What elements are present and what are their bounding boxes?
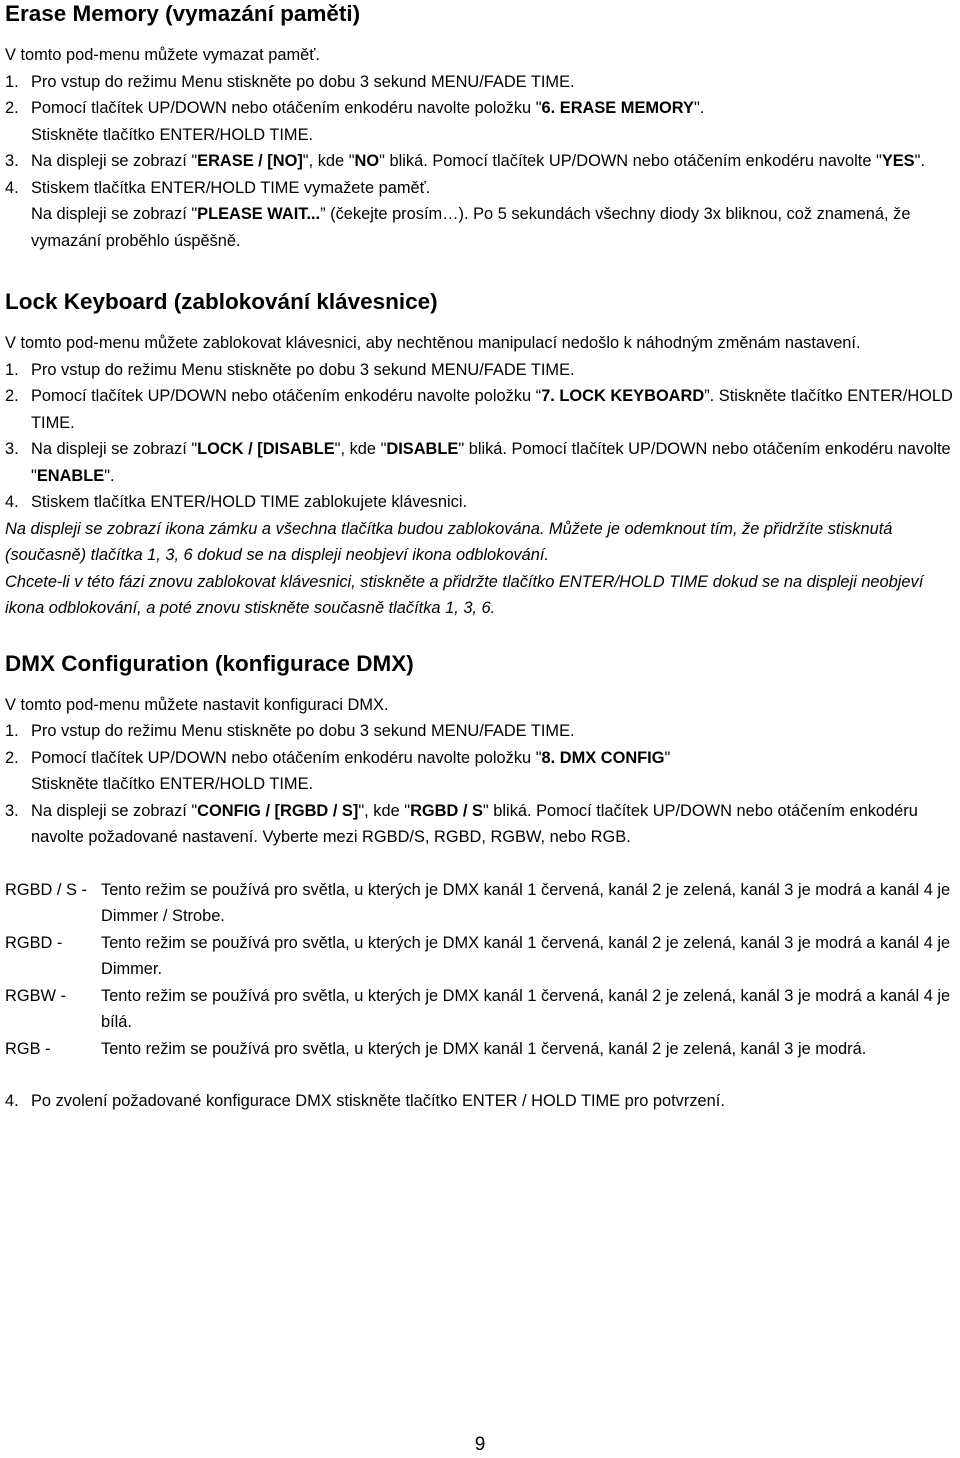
display-text: LOCK / [DISABLE [197, 440, 335, 458]
dmx-heading: DMX Configuration (konfigurace DMX) [5, 650, 414, 676]
mode-key: RGBD - [5, 933, 63, 952]
step-number: 2. [5, 99, 19, 117]
step-text: " bliká. Pomocí tlačítek UP/DOWN nebo otáčením enkodéru navolte " [379, 152, 882, 170]
document-page [5, 0, 957, 1115]
display-text: NO [354, 152, 380, 170]
mode-description: Tento režim se používá pro světla, u kterých je DMX kanál 1 červená, kanál 2 je zelená, kanál 3 je modrá. [101, 1039, 867, 1058]
dmx-step-2-cont: Stiskněte tlačítko ENTER/HOLD TIME. [31, 775, 314, 793]
step-text: Pomocí tlačítek UP/DOWN nebo otáčením enkodéru navolte položku “ [31, 387, 542, 405]
display-text: YES [881, 152, 915, 170]
dmx-step-2 [5, 745, 957, 772]
step-text: " [664, 748, 671, 767]
step-text: Na displeji se zobrazí " [31, 440, 198, 458]
step-text: ". [104, 466, 115, 485]
lock-step-3 [5, 436, 957, 489]
page-number: 9 [474, 1434, 486, 1455]
step-text: " bliká. Pomocí tlačítek UP/DOWN nebo otáčením enkodéru navolte požadované nastavení. Vyberte mezi RGBD/S, RGBD, RGBW, nebo RGB. [31, 801, 918, 846]
dmx-step-3 [5, 798, 957, 851]
dmx-intro: V tomto pod-menu můžete nastavit konfiguraci DMX. [5, 695, 389, 714]
mode-description: Tento režim se používá pro světla, u kterých je DMX kanál 1 červená, kanál 2 je zelená, kanál 3 je modrá a kanál 4 je Dimmer / Strobe. [101, 880, 951, 925]
mode-description: Tento režim se používá pro světla, u kterých je DMX kanál 1 červená, kanál 2 je zelená, kanál 3 je modrá a kanál 4 je Dimmer. [101, 933, 951, 978]
erase-step-3 [5, 148, 957, 175]
dmx-mode-rgb [5, 1036, 957, 1063]
step-number: 1. [5, 72, 19, 91]
erase-step-4-cont [5, 201, 957, 254]
step-number: 1. [5, 722, 19, 740]
dmx-modes-list [5, 877, 957, 1063]
lock-note-2: Chcete-li v této fázi znovu zablokovat klávesnici, stiskněte a přidržte tlačítko ENTER/HOLD TIME dokud se na displeji neobjeví ikona odblokování, a poté znovu stiskněte současně tlačítka 1, 3, 6. [5, 572, 924, 617]
erase-intro: V tomto pod-menu můžete vymazat paměť. [5, 46, 320, 64]
dmx-step-1 [5, 718, 957, 745]
section-lock-keyboard [5, 288, 957, 622]
step-number: 1. [5, 360, 19, 379]
step-number: 4. [5, 493, 19, 511]
section-erase-memory [5, 0, 957, 254]
step-text: ", kde " [334, 440, 387, 458]
step-text: Po zvolení požadované konfigurace DMX stiskněte tlačítko ENTER / HOLD TIME pro potvrzení. [31, 1092, 725, 1110]
display-text: CONFIG / [RGBD / S] [197, 801, 359, 820]
dmx-mode-rgbd [5, 930, 957, 983]
step-text: ”. Stiskněte tlačítko ENTER/HOLD TIME. [31, 387, 953, 432]
erase-step-2 [5, 95, 957, 122]
mode-key: RGBW - [5, 986, 67, 1005]
step-text: Pro vstup do režimu Menu stiskněte po dobu 3 sekund MENU/FADE TIME. [31, 722, 575, 740]
step-number: 4. [5, 178, 19, 197]
lock-heading: Lock Keyboard (zablokování klávesnice) [5, 289, 438, 314]
display-text: ERASE / [NO] [197, 152, 303, 170]
step-number: 3. [5, 440, 19, 458]
menu-item-name: 8. DMX CONFIG [541, 748, 665, 767]
lock-note-1: Na displeji se zobrazí ikona zámku a všechna tlačítka budou zablokována. Můžete je odemknout tím, že přidržíte stisknutá (současně) tlačítka 1, 3, 6 dokud se na displeji neobjeví ikona odblokování. [5, 519, 893, 564]
display-text: RGBD / S [410, 801, 483, 820]
step-text: ” (čekejte prosím…). Po 5 sekundách všechny diody 3x bliknou, což znamená, že vymazání proběhlo úspěšně. [31, 205, 911, 250]
dmx-mode-rgbds [5, 877, 957, 930]
lock-step-1 [5, 357, 957, 384]
step-text: Na displeji se zobrazí " [31, 801, 198, 820]
step-text: ", kde " [302, 152, 355, 170]
step-text: ", kde " [358, 801, 411, 820]
mode-description: Tento režim se používá pro světla, u kterých je DMX kanál 1 červená, kanál 2 je zelená, kanál 3 je modrá a kanál 4 je bílá. [101, 986, 951, 1031]
erase-step-4 [5, 175, 957, 202]
display-text: DISABLE [386, 440, 459, 458]
step-text: Stiskem tlačítka ENTER/HOLD TIME vymažete paměť. [31, 178, 431, 197]
menu-item-name: 7. LOCK KEYBOARD [541, 387, 705, 405]
lock-step-2 [5, 383, 957, 436]
step-text: Pomocí tlačítek UP/DOWN nebo otáčením enkodéru navolte položku " [31, 748, 542, 767]
mode-key: RGB - [5, 1039, 51, 1058]
display-text: PLEASE WAIT... [197, 205, 321, 223]
step-number: 3. [5, 152, 19, 170]
step-text: Pomocí tlačítek UP/DOWN nebo otáčením enkodéru navolte položku " [31, 99, 542, 117]
step-number: 4. [5, 1092, 19, 1110]
step-text: Stiskem tlačítka ENTER/HOLD TIME zablokujete klávesnici. [31, 493, 468, 511]
mode-key: RGBD / S - [5, 880, 87, 899]
dmx-step-4 [5, 1088, 957, 1115]
step-text: Pro vstup do režimu Menu stiskněte po dobu 3 sekund MENU/FADE TIME. [31, 360, 575, 379]
step-number: 3. [5, 801, 19, 820]
erase-step-1 [5, 69, 957, 96]
lock-step-4 [5, 489, 957, 516]
erase-heading: Erase Memory (vymazání paměti) [5, 1, 361, 26]
step-text: ". [693, 99, 705, 117]
step-text: Na displeji se zobrazí " [31, 205, 198, 223]
step-number: 2. [5, 387, 19, 405]
step-text: Na displeji se zobrazí " [31, 152, 198, 170]
display-text: ENABLE [36, 466, 105, 485]
dmx-mode-rgbw [5, 983, 957, 1036]
erase-step-2-cont: Stiskněte tlačítko ENTER/HOLD TIME. [31, 125, 314, 144]
step-text: ". [914, 152, 925, 170]
section-dmx-config [5, 650, 957, 1115]
step-text: Pro vstup do režimu Menu stiskněte po dobu 3 sekund MENU/FADE TIME. [31, 72, 575, 91]
step-text: " bliká. Pomocí tlačítek UP/DOWN nebo otáčením enkodéru navolte " [31, 440, 951, 485]
menu-item-name: 6. ERASE MEMORY [541, 99, 694, 117]
lock-intro: V tomto pod-menu můžete zablokovat klávesnici, aby nechtěnou manipulací nedošlo k náhodným změnám nastavení. [5, 334, 861, 352]
step-number: 2. [5, 748, 19, 767]
